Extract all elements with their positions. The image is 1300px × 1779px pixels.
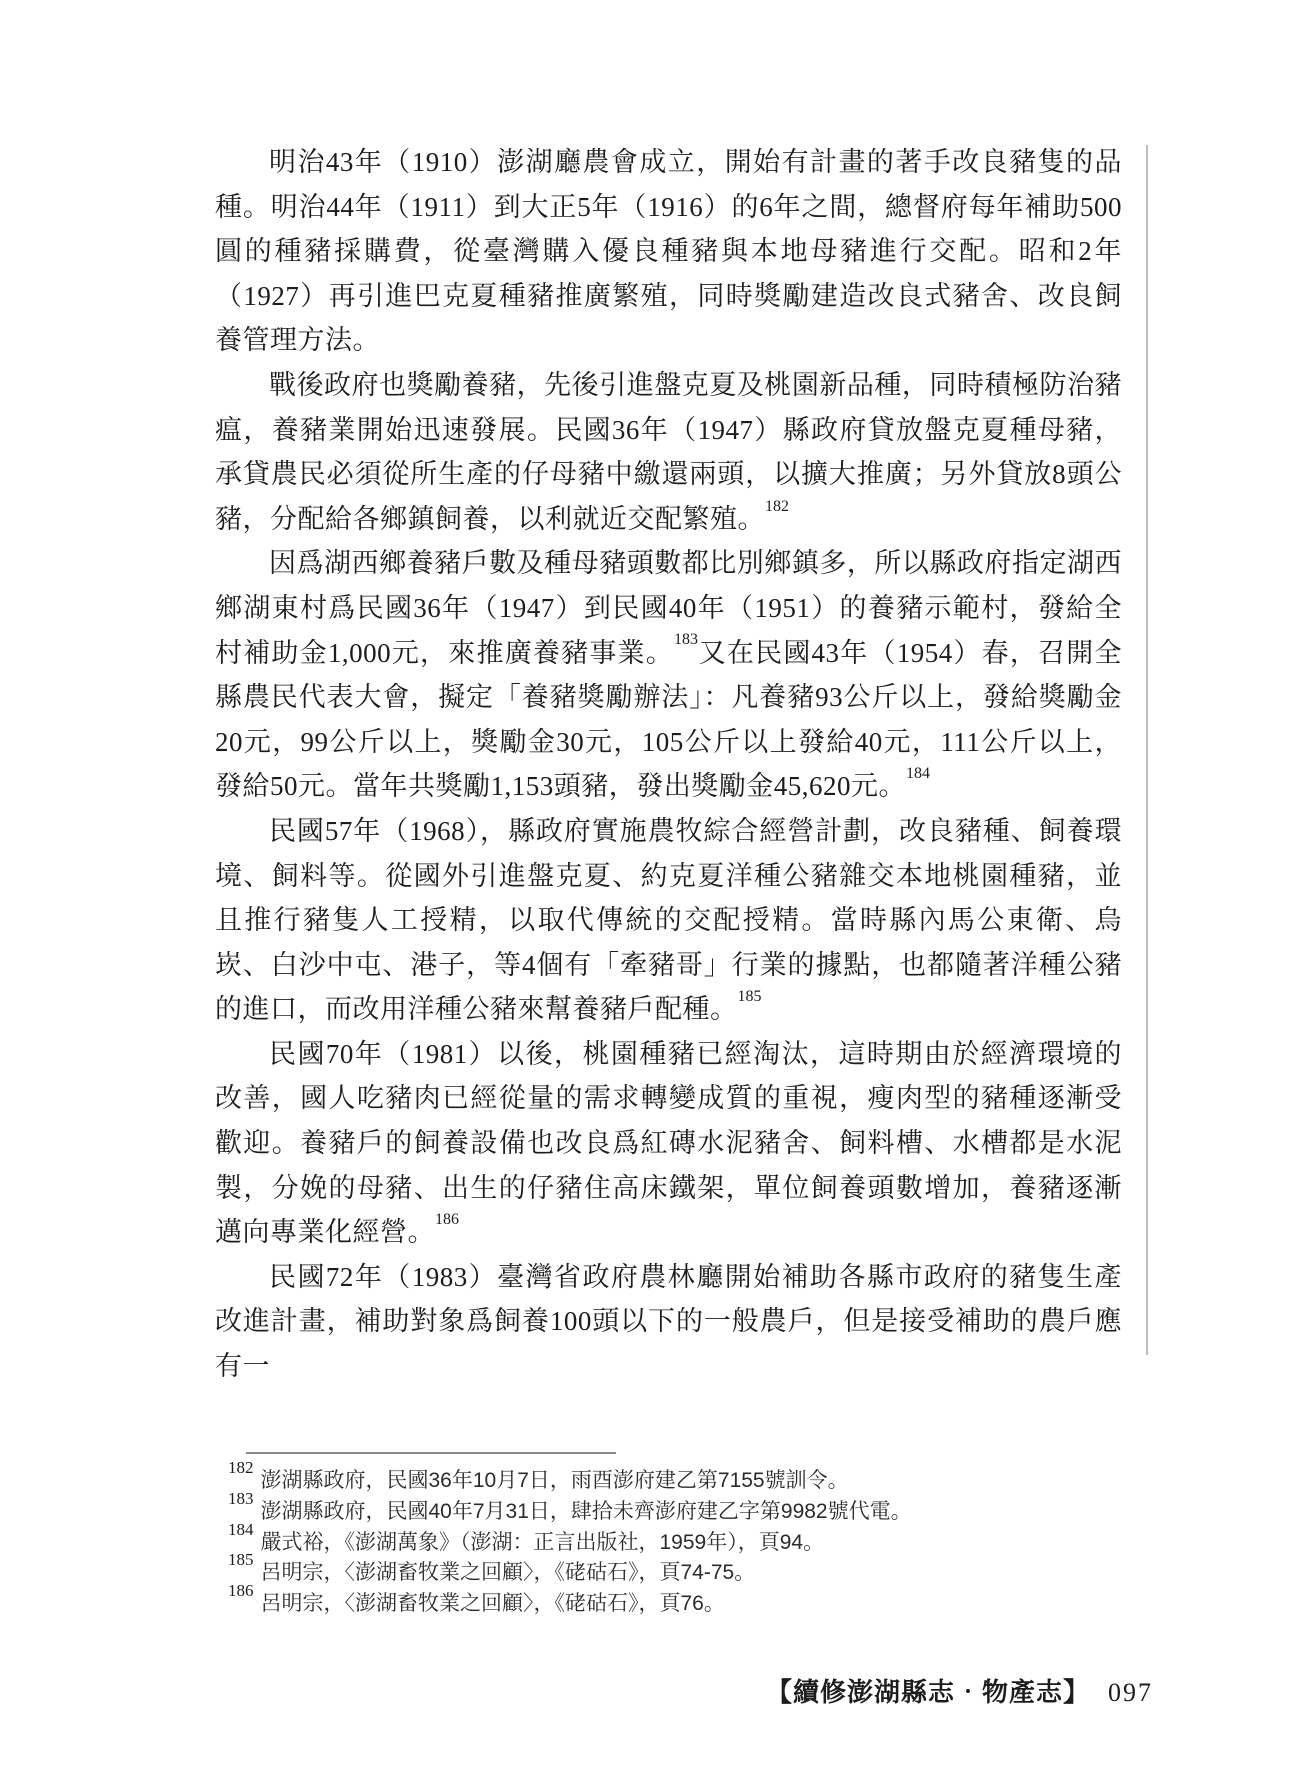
scan-artifact-line [1146, 145, 1148, 1355]
footnote-text: 嚴式裕，《澎湖萬象》（澎湖：正言出版社，1959年），頁94。 [260, 1530, 825, 1554]
footnote-text: 澎湖縣政府，民國40年7月31日，肆拾未齊澎府建乙字第9982號代電。 [260, 1499, 912, 1523]
paragraph: 民國72年（1983）臺灣省政府農林廳開始補助各縣市政府的豬隻生產改進計畫，補助對象爲飼養100頭以下的一般農戶，但是接受補助的農戶應有一 [215, 1261, 1122, 1382]
paragraph: 民國70年（1981）以後，桃園種豬已經淘汰，這時期由於經濟環境的改善，國人吃豬肉已經從量的需求轉變成質的重視，瘦肉型的豬種逐漸受歡迎。養豬戶的飼養設備也改良爲紅磚水泥豬舍、飼料槽、水槽都是水泥製，分娩的母豬、出生的仔豬住高床鐵架，單位飼養頭數增加，養豬逐漸邁向專業化經營。$^{186}$ [215, 1038, 1122, 1248]
footnote-text: 呂明宗，〈澎湖畜牧業之回顧〉，《硓𥑮石》，頁76。 [260, 1592, 725, 1616]
paragraph: 因爲湖西鄉養豬戶數及種母豬頭數都比別鄉鎮多，所以縣政府指定湖西鄉湖東村爲民國36年（1947）到民國40年（1951）的養豬示範村，發給全村補助金1,000元，來推廣養豬事業。$^{183}$又在民國43年（1954）春，召開全縣農民代表大會，擬定「養豬獎勵辦法」：凡養豬93公斤以上，發給獎勵金20元，99公斤以上，獎勵金30元，105公斤以上發給40元，111公斤以上，發給50元。當年共獎勵1,153頭豬，發出獎勵金45,620元。$^{184}$ [215, 548, 1123, 802]
page-footer [766, 1672, 1153, 1709]
footnote-ref: 185 [737, 988, 762, 1006]
footnote-item [228, 1581, 1118, 1620]
footnote-number: 183 [228, 1488, 254, 1508]
footnote-number: 184 [228, 1519, 254, 1539]
paragraph: 戰後政府也獎勵養豬，先後引進盤克夏及桃園新品種，同時積極防治豬瘟，養豬業開始迅速發展。民國36年（1947）縣政府貸放盤克夏種母豬，承貸農民必須從所生產的仔母豬中繳還兩頭，以擴大推廣；另外貸放8頭公豬，分配給各鄉鎮飼養，以利就近交配繁殖。$^{182}$ [215, 369, 1122, 534]
footnote-item [228, 1519, 1118, 1559]
footnote-ref: 186 [435, 1211, 459, 1229]
footnote-ref: 183 [673, 631, 698, 649]
footnote-separator [246, 1452, 616, 1454]
footnote-item [228, 1550, 1118, 1589]
footnote-ref: 184 [906, 765, 930, 783]
footnote-text: 呂明宗，〈澎湖畜牧業之回顧〉，《硓𥑮石》，頁74-75。 [260, 1561, 756, 1585]
footnote-item [228, 1458, 1118, 1497]
footnote-ref: 182 [765, 497, 789, 515]
book-title: 【續修澎湖縣志‧物產志】 [765, 1678, 1090, 1707]
footnote-text: 澎湖縣政府，民國36年10月7日，雨酉澎府建乙第7155號訓令。 [260, 1469, 849, 1492]
paragraph: 明治43年（1910）澎湖廳農會成立，開始有計畫的著手改良豬隻的品種。明治44年（1911）到大正5年（1916）的6年之間，總督府每年補助500圓的種豬採購費，從臺灣購入優良種豬與本地母豬進行交配。昭和2年（1927）再引進巴克夏種豬推廣繁殖，同時獎勵建造改良式豬舍、改良飼養管理方法。 [215, 147, 1122, 356]
paragraph: 民國57年（1968），縣政府實施農牧綜合經營計劃，改良豬種、飼養環境、飼料等。從國外引進盤克夏、約克夏洋種公豬雜交本地桃園種豬，並且推行豬隻人工授精，以取代傳統的交配授精。當時縣內馬公東衛、烏崁、白沙中屯、港子，等4個有「牽豬哥」行業的據點，也都隨著洋種公豬的進口，而改用洋種公豬來幫養豬戶配種。$^{185}$ [215, 815, 1122, 1025]
footnote-number: 182 [228, 1458, 254, 1478]
footnote-number: 186 [228, 1581, 254, 1601]
footnote-number: 185 [228, 1550, 254, 1570]
footnote-item [228, 1488, 1118, 1528]
page-number: 097 [1108, 1678, 1153, 1707]
body-text [215, 140, 1122, 1389]
footnote-list [228, 1458, 1118, 1620]
